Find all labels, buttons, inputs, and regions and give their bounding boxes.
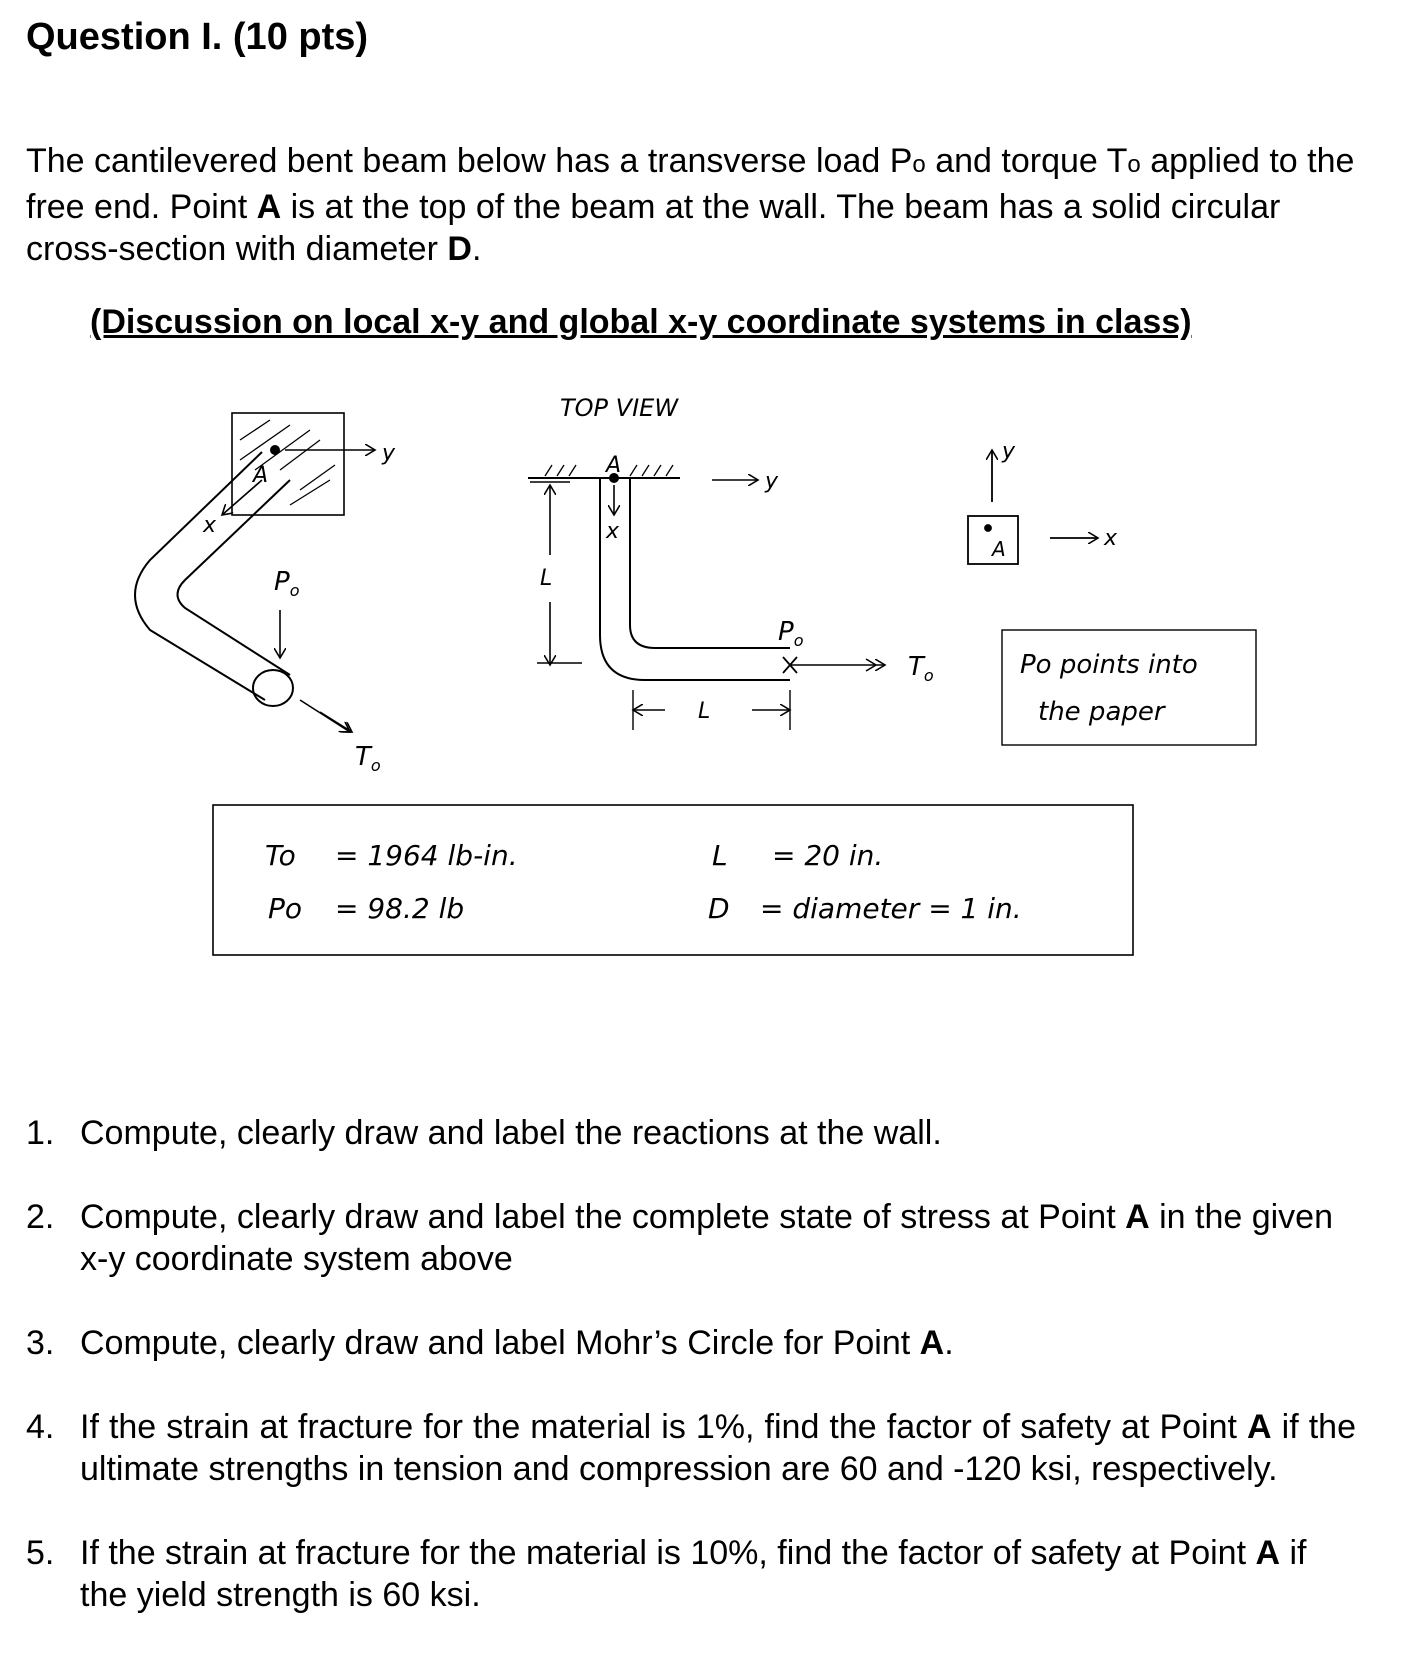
coord-point-a: A: [992, 537, 1006, 561]
intro-text-4: is at the top of the beam at the wall. The beam has a solid circular cross-section with diameter: [26, 188, 1281, 268]
given-po-label: Po: [268, 892, 303, 925]
top-view-caption: TOP VIEW: [560, 394, 679, 422]
given-d-label: D: [708, 892, 730, 925]
question-number: 1.: [26, 1114, 55, 1152]
intro-text-1: The cantilevered bent beam below has a transverse load P: [26, 142, 913, 180]
question-text-b: if the yield strength is 60 ksi.: [80, 1534, 1307, 1614]
givens-box: [213, 805, 1133, 955]
question-text-b: .: [944, 1324, 954, 1362]
question-point-a: A: [1125, 1198, 1150, 1236]
left-y-label: y: [382, 441, 396, 466]
intro-text-3: applied to the free end. Point: [26, 142, 1355, 226]
top-point-a: A: [606, 453, 622, 478]
note-box: [1002, 630, 1256, 745]
question-number: 4.: [26, 1408, 55, 1446]
question-list: [26, 1112, 1356, 1658]
coord-y-label: y: [1002, 439, 1016, 464]
left-torque-label: $T_o$: [355, 742, 381, 775]
question-item-2: [26, 1196, 1356, 1280]
intro-point-a: A: [256, 188, 282, 226]
question-text: [80, 1532, 1356, 1616]
given-l-label: L: [712, 839, 728, 872]
left-x-label: x: [203, 513, 217, 538]
question-item-1: [26, 1112, 1356, 1154]
question-text: Compute, clearly draw and label the reactions at the wall.: [80, 1114, 942, 1152]
question-point-a: A: [1247, 1408, 1272, 1446]
problem-statement: [26, 140, 1356, 270]
question-item-4: [26, 1406, 1356, 1490]
question-number: 5.: [26, 1534, 55, 1572]
intro-diameter: D: [447, 230, 472, 268]
given-to-label: To: [265, 839, 296, 872]
left-view: [135, 413, 375, 732]
intro-text-2: and torque T: [925, 142, 1128, 180]
left-point-a: A: [253, 463, 269, 488]
given-to-value: = 1964 lb-in.: [335, 839, 518, 872]
question-text-a: Compute, clearly draw and label the complete state of stress at Point: [80, 1198, 1126, 1236]
top-beam-inner: [630, 478, 790, 648]
top-load-label: $P_o$: [778, 617, 804, 650]
question-text-b: if the ultimate strengths in tension and compression are 60 and -120 ksi, respectively.: [80, 1408, 1356, 1488]
left-load-label: $P_o$: [274, 567, 300, 600]
top-length-label: L: [540, 566, 553, 591]
note-line-1: Po points into: [1020, 650, 1198, 680]
top-x-label: x: [606, 519, 620, 544]
question-text-a: Compute, clearly draw and label Mohr’s Circle for Point: [80, 1324, 920, 1362]
question-title: Question I. (10 pts): [26, 16, 369, 58]
question-text: [80, 1196, 1356, 1280]
note-line-2: the paper: [1038, 697, 1165, 727]
intro-sub-1: o: [912, 151, 926, 178]
beam-figure: [0, 380, 1419, 1080]
given-d-value: = diameter = 1 in.: [760, 892, 1022, 925]
top-view: [528, 465, 885, 730]
given-l-value: = 20 in.: [772, 839, 884, 872]
question-text: [80, 1322, 1356, 1364]
givens-text: [265, 839, 1022, 925]
question-item-5: [26, 1532, 1356, 1616]
torque-arrow-2: [320, 712, 352, 732]
question-number: 2.: [26, 1198, 55, 1236]
top-beam-outer: [600, 478, 790, 680]
discussion-note: (Discussion on local x-y and global x-y coordinate systems in class): [90, 303, 1192, 341]
given-po-value: = 98.2 lb: [335, 892, 465, 925]
left-view-labels: [202, 441, 396, 775]
question-text: [80, 1406, 1356, 1490]
top-torque-label: $T_o$: [908, 652, 934, 685]
top-y-label: y: [765, 469, 779, 494]
point-a-dot: [271, 446, 279, 454]
question-text-a: If the strain at fracture for the material is 10%, find the factor of safety at Point: [80, 1534, 1256, 1572]
question-point-a: A: [1255, 1534, 1281, 1572]
coord-view: [968, 450, 1098, 564]
question-text-b: in the given x-y coordinate system above: [80, 1198, 1334, 1278]
beam-free-end: [253, 670, 293, 706]
question-item-3: [26, 1322, 1356, 1364]
question-text-a: If the strain at fracture for the material is 1%, find the factor of safety at Point: [80, 1408, 1248, 1446]
question-point-a: A: [919, 1324, 945, 1362]
intro-text-5: .: [471, 230, 482, 268]
coord-point-dot: [985, 525, 991, 531]
bent-beam-outline: [135, 452, 265, 700]
coord-x-label: x: [1104, 526, 1118, 551]
intro-sub-2: o: [1127, 151, 1141, 178]
coord-view-labels: [990, 439, 1118, 561]
top-length-label-h: L: [698, 699, 711, 724]
question-number: 3.: [26, 1324, 55, 1362]
note-text: [1020, 650, 1198, 727]
